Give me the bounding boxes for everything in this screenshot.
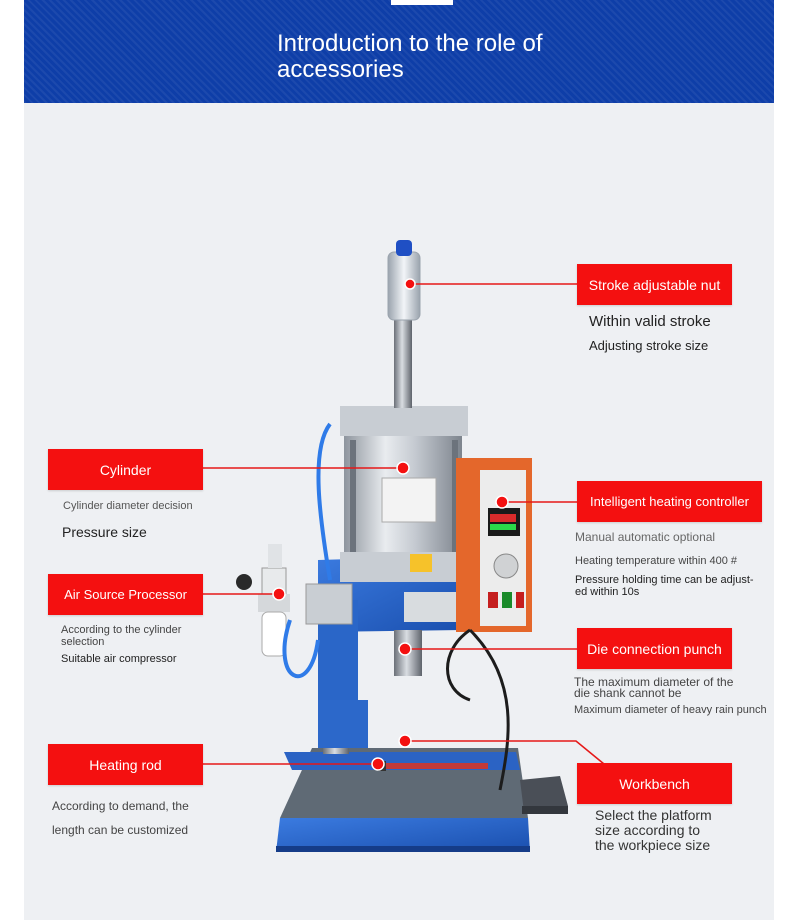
- die-desc-1b: die shank cannot be: [574, 686, 682, 700]
- stroke-nut-desc-1: Within valid stroke: [589, 313, 711, 330]
- callout-dot-stroke-nut: [405, 279, 415, 289]
- workbench-desc-1: Select the platform: [595, 807, 712, 823]
- label-workbench: [577, 763, 732, 804]
- label-cylinder: [48, 449, 203, 490]
- heating-controller-box: [456, 458, 532, 632]
- cylinder-desc-1: Cylinder diameter decision: [63, 500, 193, 512]
- workbench-desc-3: the workpiece size: [595, 837, 711, 853]
- cylinder-desc-2: Pressure size: [62, 524, 147, 540]
- callout-dot-heating-rod: [372, 758, 384, 770]
- label-workbench-text: Workbench: [619, 775, 690, 792]
- callout-dot-air: [273, 588, 285, 600]
- main-cylinder: [340, 406, 468, 582]
- callout-dot-die: [399, 643, 411, 655]
- solenoid-valve: [306, 584, 352, 624]
- controller-desc-1: Manual automatic optional: [575, 530, 716, 544]
- label-heating-rod: [48, 744, 203, 785]
- air-desc-1a: According to the cylinder: [61, 624, 182, 636]
- label-controller-text: Intelligent heating controller: [590, 494, 749, 509]
- label-air-processor-text: Air Source Processor: [64, 587, 187, 602]
- air-desc-1b: selection: [61, 636, 105, 648]
- label-die-punch-text: Die connection punch: [587, 640, 722, 657]
- workbench-desc-2: size according to: [595, 822, 701, 838]
- controller-desc-2: Heating temperature within 400 #: [575, 555, 738, 567]
- label-heating-rod-text: Heating rod: [89, 756, 162, 773]
- callout-dot-cylinder: [397, 462, 409, 474]
- workbench-desc: [595, 808, 712, 853]
- controller-desc-3: [575, 574, 754, 598]
- foot-pedal: [520, 776, 568, 814]
- heating-rod-desc: [52, 794, 189, 842]
- die-desc-1a: The maximum diameter of the: [574, 675, 734, 689]
- label-cylinder-text: Cylinder: [99, 461, 152, 478]
- controller-desc-3a: Pressure holding time can be adjust-: [575, 574, 754, 586]
- stroke-nut-assembly: [388, 240, 420, 408]
- page-title: Introduction to the role of accessories: [277, 30, 543, 83]
- label-controller: [577, 481, 762, 522]
- controller-desc-3b: ed within 10s: [575, 586, 640, 598]
- air-desc-2: Suitable air compressor: [61, 653, 177, 665]
- label-air-processor: [48, 574, 203, 615]
- die-desc-1: [574, 677, 733, 699]
- label-die-punch: [577, 628, 732, 669]
- air-desc-1: [61, 624, 181, 648]
- stroke-nut-desc-2: Adjusting stroke size: [589, 338, 709, 353]
- die-desc-2: Maximum diameter of heavy rain punch: [574, 704, 767, 716]
- heating-rod-desc-2: length can be customized: [52, 823, 189, 837]
- label-stroke-nut-text: Stroke adjustable nut: [588, 276, 721, 293]
- callout-dot-controller: [496, 496, 508, 508]
- label-stroke-nut: [577, 264, 732, 305]
- callout-dot-workbench: [399, 735, 411, 747]
- heating-rod-desc-1: According to demand, the: [52, 799, 189, 813]
